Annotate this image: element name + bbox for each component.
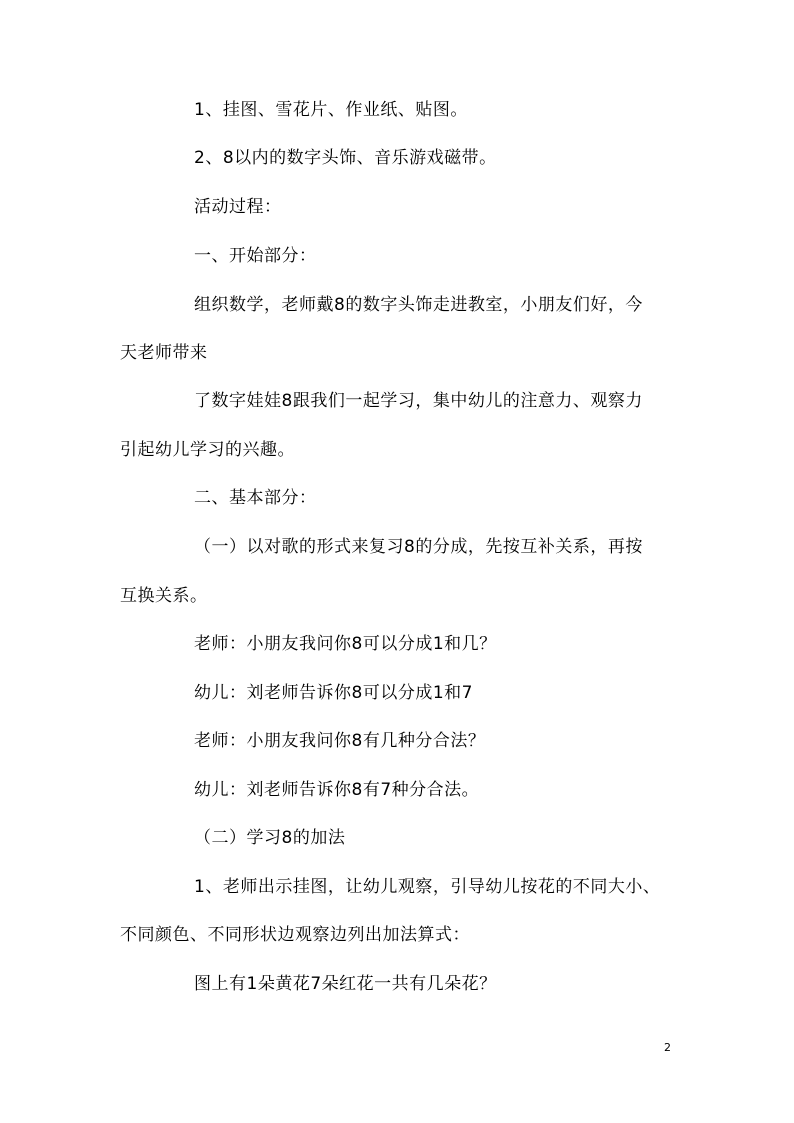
page-number: 2 [664,1041,671,1054]
dialogue-teacher-2: 老师：小朋友我问你8有几种分合法？ [194,731,486,751]
paragraph-addition-line-3: 图上有1朵黄花7朵红花一共有几朵花？ [194,974,497,994]
section-heading-activity-process: 活动过程： [194,197,282,217]
section-heading-opening: 一、开始部分： [194,246,317,266]
materials-item-1: 1、挂图、雪花片、作业纸、贴图。 [194,100,468,120]
paragraph-opening-line-3: 了数字娃娃8跟我们一起学习，集中幼儿的注意力、观察力 [194,391,643,411]
dialogue-child-1: 幼儿：刘老师告诉你8可以分成1和7 [194,683,473,703]
dialogue-child-2: 幼儿：刘老师告诉你8有7种分合法。 [194,780,480,800]
paragraph-addition-line-2: 不同颜色、不同形状边观察边列出加法算式： [120,925,470,945]
paragraph-opening-line-4: 引起幼儿学习的兴趣。 [120,440,295,460]
paragraph-review-line-2: 互换关系。 [120,586,208,606]
dialogue-teacher-1: 老师：小朋友我问你8可以分成1和几？ [194,634,497,654]
paragraph-opening-line-1: 组织数学，老师戴8的数字头饰走进教室，小朋友们好，今 [194,295,643,315]
paragraph-addition-line-1: 1、老师出示挂图，让幼儿观察，引导幼儿按花的不同大小、 [194,877,661,897]
paragraph-opening-line-2: 天老师带来 [120,343,208,363]
section-heading-basic: 二、基本部分： [194,488,317,508]
paragraph-review-line-1: （一）以对歌的形式来复习8的分成，先按互补关系，再按 [194,537,643,557]
subsection-heading-addition: （二）学习8的加法 [194,828,346,848]
materials-item-2: 2、8以内的数字头饰、音乐游戏磁带。 [194,148,497,168]
